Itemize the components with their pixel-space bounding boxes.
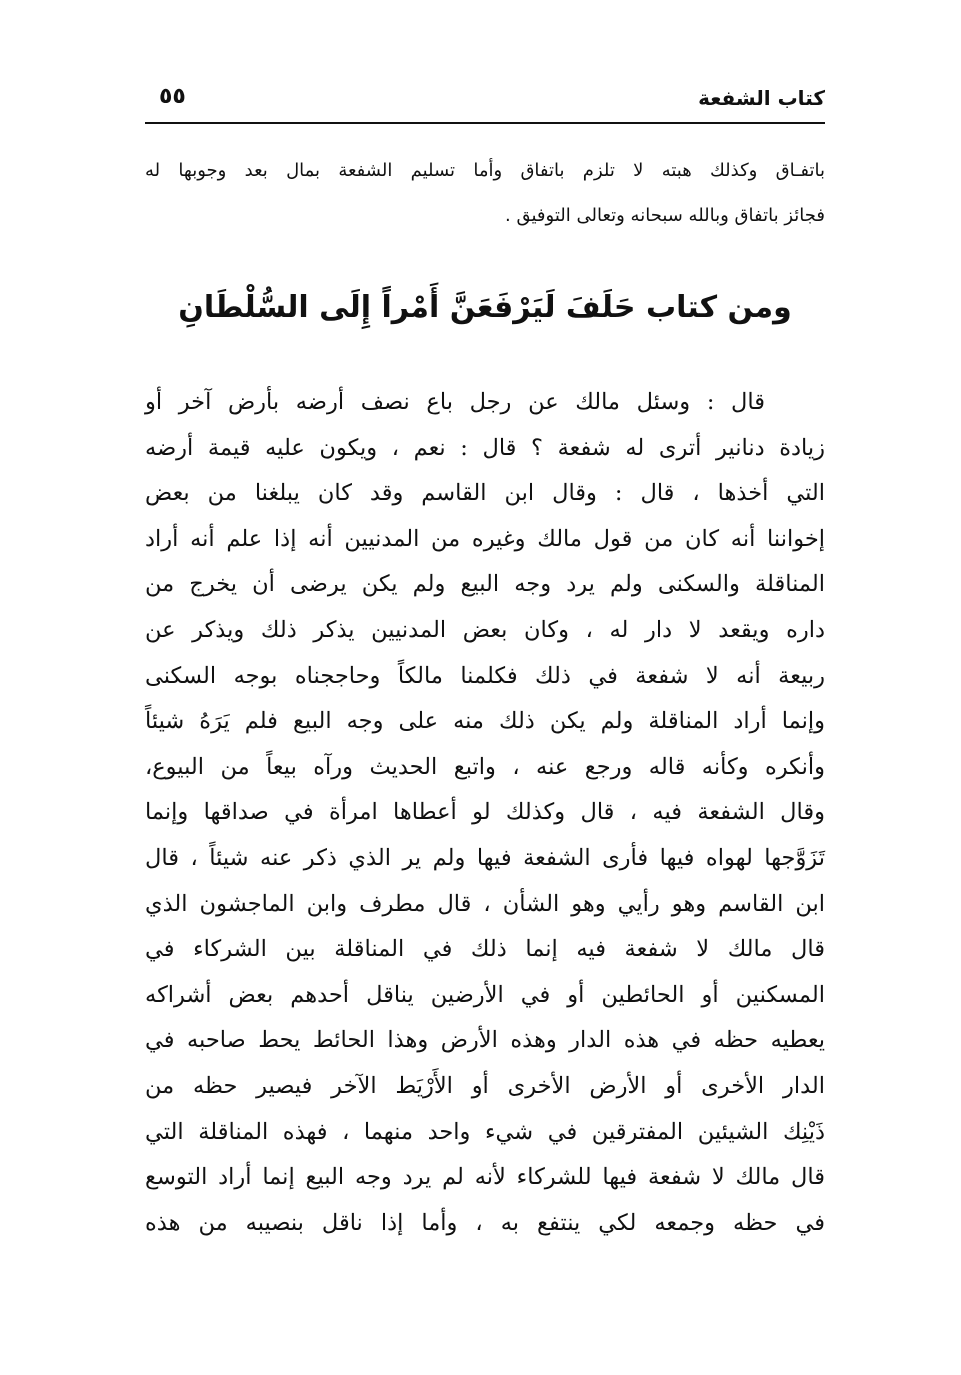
- body-line: وقال الشفعة فيه ، قال وكذلك لو أعطاها امرأة في صداقها وإنما: [145, 799, 825, 826]
- note-line: فجائز باتفاق وبالله سبحانه وتعالى التوفيق .: [505, 205, 825, 226]
- body-line: ذَيْنِك الشيئين المفترقين في شيء واحد منهما ، فهذه المناقلة التي: [145, 1118, 825, 1145]
- body-line: إخواننا أنه كان من قول مالك وغيره من المدنيين أنه إذا علم أنه أراد: [145, 525, 825, 552]
- note-line: باتفـاق وكذلك هبته لا تلزم باتفاق وأما تسليم الشفعة بمال بعد وجوبها له: [145, 160, 825, 181]
- body-line: يعطيه حظه في هذه الدار وهذه الأرض وهذا الحائط يحط صاحبه في: [145, 1027, 825, 1054]
- body-line: زيادة دنانير أترى له شفعة ؟ قال : نعم ، ويكون عليه قيمة أرضه: [145, 434, 825, 461]
- body-text: [145, 380, 825, 1246]
- chapter-title: ومن كتاب حَلَفَ لَيَرْفَعَنَّ أَمْراً إِلَى السُّلْطَانِ: [178, 290, 792, 325]
- body-line: قال مالك لا شفعة فيه إنما ذلك في المناقلة بين الشركاء في: [145, 936, 825, 963]
- body-line: قال : وسئل مالك عن رجل باع نصف أرضه بأرض آخر أو: [145, 389, 765, 415]
- running-title: كتاب الشفعة: [698, 86, 825, 110]
- body-line: التي أخذها ، قال : وقال ابن القاسم وقد كان يبلغنا من بعض: [145, 480, 825, 507]
- running-header: [145, 84, 825, 124]
- body-line: قال مالك لا شفعة فيها للشركاء لأنه لم يرد وجه البيع إنما أراد التوسع: [145, 1164, 825, 1191]
- body-line: وأنكره وكأنه قاله ورجع عنه ، واتبع الحديث ورآه بيعاً من البيوع،: [145, 753, 825, 780]
- body-line: تَزَوَّجها لهواه فيها فأرى الشفعة فيها ولم ير الذي ذكر عنه شيئاً ، قال: [145, 844, 825, 871]
- body-line: داره ويقعد لا دار له ، وكان بعض المدنيين يذكر ذلك ويذكر عن: [145, 616, 825, 643]
- body-line: المسكنين أو الحائطين أو في الأرضين يناقل أحدهم بعض أشراكه: [145, 981, 825, 1008]
- intro-note: [145, 148, 825, 238]
- body-line: ربيعة أنه لا شفعة في ذلك فكلمنا مالكاً وحاججناه بوجه السكنى: [145, 662, 825, 689]
- page-number: ٥٥: [159, 84, 186, 109]
- body-line: في حظه وجمعه لكي ينتفع به ، وأما إذا ناقل بنصيبه من هذه: [145, 1209, 825, 1236]
- body-line: المناقلة والسكنى ولم يرد وجه البيع ولم يكن يرضى أن يخرج من: [145, 571, 825, 598]
- body-line: ابن القاسم وهو رأيي وهو الشأن ، قال مطرف وابن الماجشون الذي: [145, 890, 825, 917]
- body-line: وإنما أراد المناقلة ولم يكن ذلك منه على وجه البيع فلم يَرَهُ شيئاً: [145, 708, 825, 735]
- body-line: الدار الأخرى أو الأرض الأخرى أو الأَرْيَط الآخر فيصير حظه من: [145, 1072, 825, 1099]
